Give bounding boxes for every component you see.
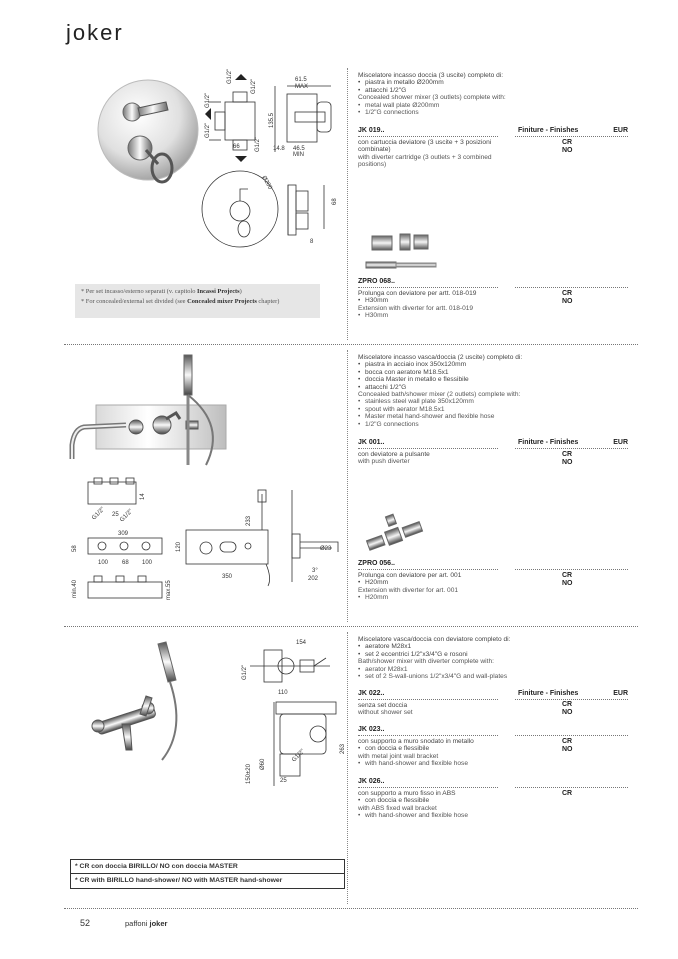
desc-en: with push diverter — [358, 458, 410, 466]
desc-item-en: • H30mm — [358, 312, 503, 319]
dim-label: 68 — [332, 198, 338, 205]
brand-title: joker — [66, 20, 124, 45]
dim-label: 68 — [122, 560, 129, 566]
finish-code: CR — [562, 139, 573, 146]
desc-en: with ABS fixed wall bracket — [358, 804, 437, 812]
product-description — [358, 790, 503, 820]
section-divider — [64, 626, 638, 627]
dim-label: 233 — [246, 515, 252, 526]
product-code-row — [358, 778, 628, 785]
finish-code: NO — [562, 579, 573, 587]
dim-label: G1/2" — [255, 136, 261, 152]
dim-label: 120 — [176, 541, 182, 552]
dim-label: G1/2" — [291, 748, 307, 764]
dim-label: 61.5 — [295, 77, 307, 83]
dim-label: 25 — [112, 512, 119, 518]
finish-code: NO — [562, 297, 573, 305]
accessory-description — [358, 572, 503, 602]
finish-codes — [562, 572, 573, 587]
accessory-code: ZPRO 068.. — [358, 278, 395, 285]
wall-mixer-image — [86, 640, 196, 770]
dim-label: MIN — [293, 152, 304, 158]
finishes-underline — [515, 699, 628, 700]
dim-label: 263 — [340, 743, 346, 754]
desc-item-en: • with hand-shower and flexible hose — [358, 760, 503, 767]
dim-label: 135.5 — [269, 112, 275, 128]
footer-brand — [125, 919, 167, 928]
dim-label: max.55 — [166, 580, 172, 600]
tech-drawing-plan — [66, 478, 172, 608]
product-code: JK 001.. — [358, 439, 385, 446]
dim-label: 46.5 — [293, 146, 305, 152]
note-line-it: * CR con doccia BIRILLO/ NO con doccia MASTER — [75, 863, 238, 870]
desc-en: without shower set — [358, 709, 413, 717]
desc-it: con deviatore a pulsante — [358, 451, 430, 458]
desc-item-it: • H30mm — [358, 297, 503, 304]
product-code: JK 026.. — [358, 778, 385, 785]
finish-code: CR — [562, 738, 573, 745]
product-description — [358, 738, 503, 768]
section2-intro — [358, 354, 628, 428]
dim-label: 154 — [296, 640, 307, 646]
note-text: * Per set incasso/esterno separati (v. capitolo — [81, 288, 198, 295]
tech-drawing-wall-mixer — [230, 636, 350, 786]
dim-label: G1/2" — [227, 68, 233, 84]
note-text: ) — [239, 288, 242, 295]
finish-codes — [562, 290, 573, 305]
intro-title-en: Concealed shower mixer (3 outlets) complete with: — [358, 94, 506, 102]
section-divider — [64, 344, 638, 345]
shower-mixer-image — [96, 72, 206, 192]
product-code: JK 023.. — [358, 726, 385, 733]
finishes-header: Finiture - Finishes — [518, 690, 579, 697]
finish-code: CR — [562, 701, 573, 708]
finish-code: CR — [562, 790, 573, 797]
product-header-row — [358, 439, 628, 446]
note-text: * For concealed/external set divided (see — [81, 298, 188, 305]
dim-label: 150±20 — [246, 764, 252, 784]
product-code: JK 019.. — [358, 127, 385, 134]
finish-code: CR — [562, 451, 573, 458]
accessory-code-row — [358, 560, 628, 567]
intro-item-en: • aerator M28x1 — [358, 666, 628, 673]
dim-label: 100 — [142, 560, 153, 566]
desc-item-it: • con doccia e flessibile — [358, 797, 503, 804]
finish-code: CR — [562, 572, 573, 579]
intro-title-it: Miscelatore incasso doccia (3 uscite) completo di: — [358, 72, 504, 79]
dim-label: 8 — [310, 239, 314, 245]
note-line-en: * CR with BIRILLO hand-shower/ NO with MASTER hand-shower — [71, 873, 344, 887]
product-description — [358, 702, 503, 717]
desc-en: with diverter cartridge (3 outlets + 3 combined positions) — [358, 153, 492, 169]
dim-label: 309 — [118, 531, 129, 537]
bath-mixer-image — [66, 355, 276, 470]
finish-codes — [562, 790, 572, 798]
desc-en: with metal joint wall bracket — [358, 752, 439, 760]
finishes-underline — [515, 569, 628, 570]
intro-item-en: • stainless steel wall plate 350x120mm — [358, 398, 628, 405]
desc-en: Extension with diverter for art. 001 — [358, 586, 459, 594]
product-header-row — [358, 690, 628, 697]
code-underline — [358, 136, 498, 137]
code-underline — [358, 569, 498, 570]
dim-label: G1/2" — [242, 664, 248, 680]
intro-title-it: Miscelatore vasca/doccia con deviatore completo di: — [358, 636, 511, 643]
accessory-code: ZPRO 056.. — [358, 560, 395, 567]
desc-en: Extension with diverter for artt. 018-019 — [358, 304, 474, 312]
finish-code: NO — [562, 745, 573, 753]
desc-item-it: • con doccia e flessibile — [358, 745, 503, 752]
dim-label: 14.8 — [273, 146, 285, 152]
intro-item-it: • doccia Master in metallo e flessibile — [358, 376, 628, 383]
dim-label: min.40 — [72, 579, 78, 598]
dim-label: G1/2" — [205, 122, 211, 138]
concealed-set-note — [75, 284, 320, 318]
finishes-underline — [515, 787, 628, 788]
dim-label: 202 — [308, 576, 319, 582]
section3-intro — [358, 636, 628, 680]
code-underline — [358, 448, 498, 449]
finish-codes — [562, 701, 573, 716]
desc-it: Prolunga con deviatore per artt. 018-019 — [358, 290, 477, 297]
intro-item-en: • metal wall plate Ø200mm — [358, 102, 628, 109]
intro-item-en: • set of 2 S-wall-unions 1/2"x3/4"G and wall-plates — [358, 673, 628, 680]
finishes-underline — [515, 136, 628, 137]
dim-label: 350 — [222, 574, 233, 580]
product-description — [358, 451, 503, 466]
dim-label: 25 — [280, 778, 287, 784]
desc-it: con cartuccia deviatore (3 uscite + 3 posizioni combinate) — [358, 139, 492, 154]
desc-it: con supporto a muro fisso in ABS — [358, 790, 456, 797]
intro-item-en: • 1/2"G connections — [358, 421, 628, 428]
note-link-text: Concealed mixer Projects — [187, 298, 257, 305]
dim-label: G1/2" — [119, 508, 135, 524]
dim-label: 58 — [72, 545, 78, 552]
intro-item-en: • spout with aerator M18.5x1 — [358, 406, 628, 413]
intro-item-it: • attacchi 1/2"G — [358, 384, 628, 391]
code-underline — [358, 287, 498, 288]
dim-label: Ø60 — [260, 758, 266, 770]
product-header-row — [358, 127, 628, 134]
footer-brand-light: paffoni — [125, 919, 148, 928]
extension-image — [362, 512, 432, 557]
accessory-description — [358, 290, 503, 320]
finish-codes — [562, 139, 573, 154]
footer-brand-bold: joker — [149, 919, 168, 928]
note-text: chapter) — [256, 298, 280, 305]
intro-title-en: Bath/shower mixer with diverter complete with: — [358, 658, 494, 666]
intro-item-it: • piastra in acciaio inox 350x120mm — [358, 361, 628, 368]
finish-code: CR — [562, 290, 573, 297]
dim-label: Ø23 — [320, 546, 332, 552]
section-divider — [64, 908, 638, 909]
code-underline — [358, 735, 498, 736]
dim-label: 110 — [278, 690, 288, 696]
dim-label: 14 — [140, 493, 146, 500]
desc-it: senza set doccia — [358, 702, 408, 709]
eur-header: EUR — [613, 127, 628, 134]
finishes-underline — [515, 287, 628, 288]
dim-label: 3° — [312, 568, 318, 574]
extension-image — [366, 230, 446, 275]
accessory-code-row — [358, 278, 628, 285]
product-description — [358, 139, 503, 169]
tech-drawing-front — [170, 490, 350, 590]
finish-code: NO — [562, 708, 573, 716]
intro-item-it: • bocca con aeratore M18.5x1 — [358, 369, 628, 376]
desc-it: Prolunga con deviatore per art. 001 — [358, 572, 462, 579]
finishes-header: Finiture - Finishes — [518, 439, 579, 446]
intro-title-en: Concealed bath/shower mixer (2 outlets) complete with: — [358, 391, 521, 399]
dim-label: G1/2" — [91, 506, 107, 522]
intro-item-it: • aeratore M28x1 — [358, 643, 628, 650]
handshower-note — [70, 859, 345, 889]
finish-codes — [562, 738, 573, 753]
dim-label: 100 — [98, 560, 109, 566]
tech-drawing-bottom — [200, 165, 350, 250]
desc-item-en: • with hand-shower and flexible hose — [358, 812, 503, 819]
product-code-row — [358, 726, 628, 733]
desc-it: con supporto a muro snodato in metallo — [358, 738, 474, 745]
intro-item-en: • 1/2"G connections — [358, 109, 628, 116]
intro-item-en: • Master metal hand-shower and flexible hose — [358, 413, 628, 420]
page-number: 52 — [80, 918, 91, 928]
dim-label: 66 — [233, 144, 240, 150]
desc-item-en: • H20mm — [358, 594, 503, 601]
intro-title-it: Miscelatore incasso vasca/doccia (2 uscite) completo di: — [358, 354, 523, 361]
section1-intro — [358, 72, 628, 116]
finish-code: NO — [562, 146, 573, 154]
dim-label: MAX — [295, 84, 309, 90]
intro-item-it: • attacchi 1/2"G — [358, 87, 628, 94]
finishes-underline — [515, 735, 628, 736]
finishes-header: Finiture - Finishes — [518, 127, 579, 134]
note-link-text: Incassi Projects — [197, 288, 240, 295]
finish-codes — [562, 451, 573, 466]
code-underline — [358, 699, 498, 700]
intro-item-it: • set 2 eccentrici 1/2"x3/4"G e rosoni — [358, 651, 628, 658]
intro-item-it: • piastra in metallo Ø200mm — [358, 79, 628, 86]
eur-header: EUR — [613, 690, 628, 697]
code-underline — [358, 787, 498, 788]
desc-item-it: • H20mm — [358, 579, 503, 586]
finish-code: NO — [562, 458, 573, 466]
eur-header: EUR — [613, 439, 628, 446]
product-code: JK 022.. — [358, 690, 385, 697]
tech-drawing-top — [205, 68, 350, 162]
dim-label: G1/2" — [205, 92, 211, 108]
dim-label: Ø200 — [260, 175, 273, 191]
dim-label: G1/2" — [251, 78, 257, 94]
finishes-underline — [515, 448, 628, 449]
